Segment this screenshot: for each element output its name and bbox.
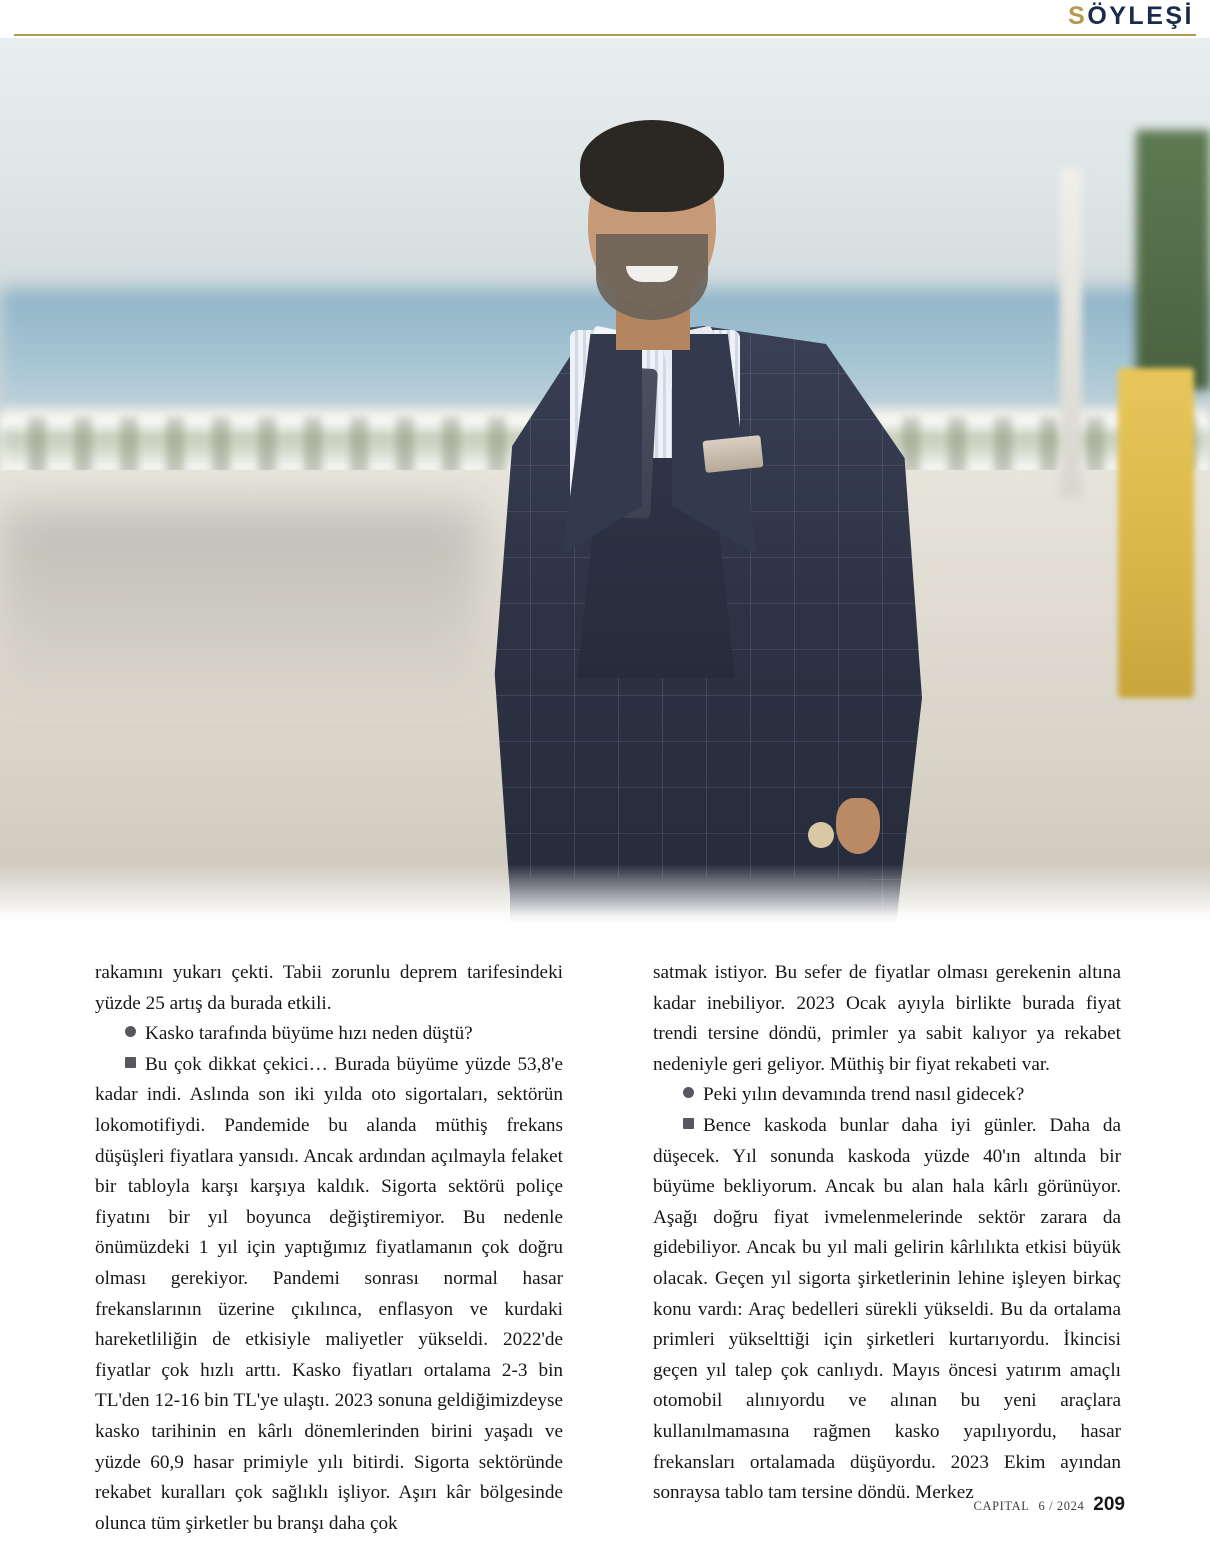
kicker-accent-letter: S [1068,2,1088,30]
answer-bullet-icon [683,1118,694,1129]
question-bullet-icon [683,1087,694,1098]
question-text: Peki yılın devamında trend nasıl gidecek? [703,1084,1025,1106]
subject-wristwatch [808,822,834,848]
page-number: 209 [1093,1494,1125,1515]
article-column-right [653,958,1121,1504]
subject-hair [580,120,724,212]
answer-bullet-icon [125,1057,136,1068]
subject-smile [626,266,678,282]
paragraph: satmak istiyor. Bu sefer de fiyatlar olması gerekenin altına kadar inebiliyor. 2023 Ocak ayıyla birlikte burada fiyat trendi tersine döndü, primler ya sabit kalıyor ya rekabet nedeniyle geri geliyor. Müthiş bir fiyat rekabeti var. [653,962,1121,1075]
page-footer [974,1494,1125,1516]
article-column-left [95,958,563,1534]
kicker-rest: ÖYLEŞİ [1087,2,1194,30]
interview-answer [653,1111,1121,1509]
photo-subject [0,38,1210,924]
interview-answer [95,1050,563,1540]
header-divider [14,34,1196,36]
photo-bottom-fade [0,864,1210,924]
interview-question [95,1019,563,1050]
issue-label: 6 / 2024 [1038,1499,1085,1513]
subject-pocket-square [702,435,763,473]
paragraph: rakamını yukarı çekti. Tabii zorunlu deprem tarifesindeki yüzde 25 artış da burada etkili. [95,962,563,1014]
subject-hand [836,798,880,854]
interview-question [653,1080,1121,1111]
answer-text: Bu çok dikkat çekici… Burada büyüme yüzde 53,8'e kadar indi. Aslında son iki yılda oto sigortaları, sektörün lokomotifiydi. Pandemide bu alanda müthiş frekans düşüşleri fiyatlara yansıdı. Ancak ardından açılmayla felaket bir tabloyla karşı karşıya kaldık. Sigorta sektörü poliçe fiyatını bir yıl boyunca değiştiremiyor. Bu nedenle önümüzdeki 1 yıl için yaptığımız fiyatlamanın çok doğru olması gerekiyor. Pandemi sonrası normal hasar frekanslarının üzerine çıkılınca, enflasyon ve kurdaki hareketliliğin de etkisiyle maliyetler yükseldi. 2022'de fiyatlar çok hızlı arttı. Kasko fiyatları ortalama 2-3 bin TL'den 12-16 bin TL'ye ulaştı. 2023 sonuna geldiğimizdeyse kasko tarihinin en kârlı dönemlerinden birini yaşadı ve yüzde 60,9 hasar primiyle yılı bitirdi. Sigorta sektöründe rekabet kuralları çok sağlıklı işliyor. Aşırı kâr bölgesinde olunca tüm şirketler bu branşı daha çok [95,1053,563,1534]
interview-portrait-photo [0,38,1210,924]
question-bullet-icon [125,1026,136,1037]
answer-text: Bence kaskoda bunlar daha iyi günler. Daha da düşecek. Yıl sonunda kaskoda yüzde 40'ın altında bir büyüme bekliyorum. Ancak bu alan hala kârlı görünüyor. Aşağı doğru fiyat ivmelenmelerinde sektör zarara da gidebiliyor. Ancak bu yıl mali gelirin kârlılıkta etkisi büyük olacak. Geçen yıl sigorta şirketlerinin lehine işleyen birkaç konu vardı: Araç bedelleri sürekli yükseldi. Bu da ortalama primleri yükselttiği için şirketleri kurtarıyordu. İkincisi geçen yıl talep çok canlıydı. Mayıs öncesi yatırım amaçlı otomobil alınıyordu ve alınan bu yeni araçlara kullanılmamasına rağmen kasko yapılıyordu, hasar frekansları ortalamada düşüyordu. 2023 Ekim ayından sonraysa tablo tam tersine döndü. Merkez [653,1114,1121,1504]
page-header [0,0,1210,36]
question-text: Kasko tarafında büyüme hızı neden düştü? [145,1023,473,1045]
magazine-name: CAPITAL [973,1499,1030,1513]
section-kicker [1068,1,1194,31]
